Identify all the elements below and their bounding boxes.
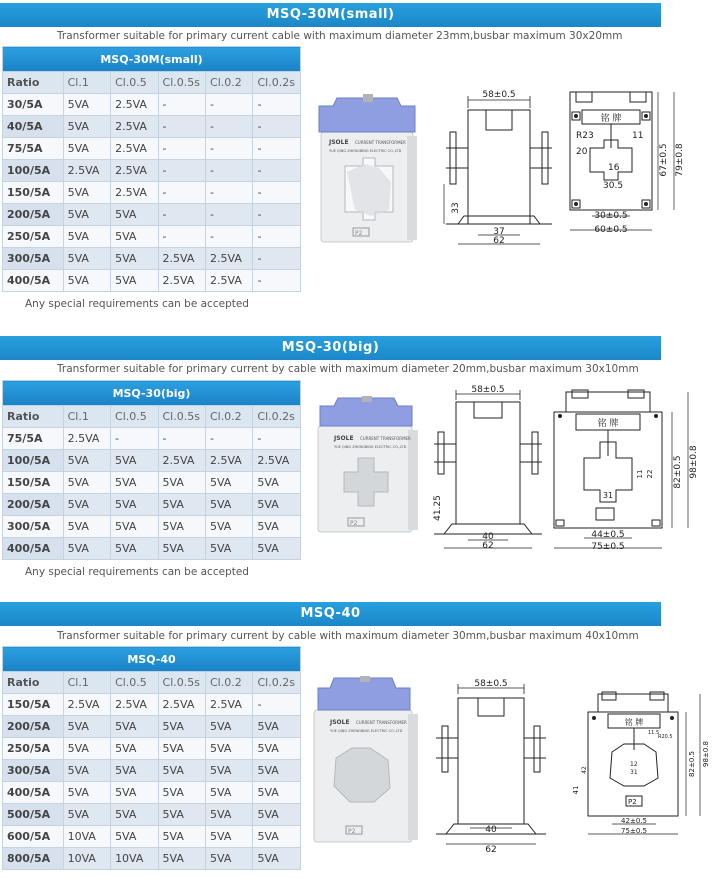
diagram-label: JSOLE xyxy=(330,719,350,726)
table-cell: 5VA xyxy=(206,760,253,782)
diagram-label: 30.5 xyxy=(603,181,624,191)
col-header: Cl.0.2s xyxy=(253,672,301,694)
table-cell: 300/5A xyxy=(3,760,64,782)
table-header-row xyxy=(3,672,301,694)
table-cell: 800/5A xyxy=(3,848,64,870)
table-cell: 5VA xyxy=(206,804,253,826)
table-cell: 200/5A xyxy=(3,494,64,516)
diagram-label: 67±0.5 xyxy=(659,143,669,177)
col-header: Ratio xyxy=(3,72,64,94)
table-cell: - xyxy=(253,116,301,138)
table-cell: 2.5VA xyxy=(158,694,205,716)
table-cell: - xyxy=(158,94,205,116)
table-row xyxy=(3,204,301,226)
table-cell: - xyxy=(158,226,205,248)
col-header: Cl.0.2s xyxy=(253,406,301,428)
table-cell: - xyxy=(111,428,158,450)
table-cell: 40/5A xyxy=(3,116,64,138)
table-cell: 5VA xyxy=(253,494,301,516)
table-cell: 5VA xyxy=(158,760,205,782)
table-cell: 10VA xyxy=(111,848,158,870)
table-cell: 5VA xyxy=(205,538,252,560)
table-cell: 5VA xyxy=(111,760,158,782)
table-cell: 5VA xyxy=(111,472,158,494)
table-cell: 2.5VA xyxy=(206,694,253,716)
table-row xyxy=(3,738,301,760)
table-cell: 400/5A xyxy=(3,270,64,292)
col-header: Cl.0.2 xyxy=(205,406,252,428)
table-cell: 2.5VA xyxy=(63,160,110,182)
table-cell: 2.5VA xyxy=(111,182,158,204)
col-header: Cl.0.5 xyxy=(111,72,158,94)
table-cell: - xyxy=(158,116,205,138)
table-cell: 5VA xyxy=(253,738,301,760)
table-cell: 5VA xyxy=(253,826,301,848)
table-cell: 2.5VA xyxy=(253,450,301,472)
table-cell: 5VA xyxy=(63,472,110,494)
table-cell: - xyxy=(253,138,301,160)
table-cell: 5VA xyxy=(158,538,205,560)
table-row xyxy=(3,94,301,116)
side-view-diagram-msq30m xyxy=(438,88,560,252)
table-cell: 2.5VA xyxy=(111,138,158,160)
table-cell: 5VA xyxy=(111,716,158,738)
table-cell: 2.5VA xyxy=(206,248,253,270)
table-cell: 2.5VA xyxy=(111,694,158,716)
table-cell: 5VA xyxy=(63,94,110,116)
table-cell: 5VA xyxy=(111,516,158,538)
table-cell: 5VA xyxy=(111,248,158,270)
table-cell: 5VA xyxy=(253,782,301,804)
diagram-label: 42±0.5 xyxy=(621,817,647,825)
table-cell: 5VA xyxy=(63,538,110,560)
table-cell: 5VA xyxy=(63,270,110,292)
table-row xyxy=(3,472,301,494)
table-cell: 250/5A xyxy=(3,738,64,760)
table-cell: 150/5A xyxy=(3,694,64,716)
table-cell: 5VA xyxy=(63,516,110,538)
col-header: Cl.0.2s xyxy=(253,72,301,94)
table-row xyxy=(3,516,301,538)
table-cell: 5VA xyxy=(111,538,158,560)
table-cell: 5VA xyxy=(63,494,110,516)
diagram-label: CURRENT TRANSFORMER xyxy=(355,140,406,145)
table-cell: 200/5A xyxy=(3,716,64,738)
col-header: Ratio xyxy=(3,406,64,428)
table-cell: - xyxy=(206,182,253,204)
table-row xyxy=(3,182,301,204)
table-cell: 10VA xyxy=(63,848,110,870)
front-view-diagram-msq30big xyxy=(552,386,712,554)
diagram-label: 62 xyxy=(485,845,497,855)
diagram-label: 11 xyxy=(636,469,644,479)
col-header: Cl.0.2 xyxy=(206,672,253,694)
table-row xyxy=(3,428,301,450)
diagram-label: 31 xyxy=(630,769,638,776)
diagram-label: 58±0.5 xyxy=(482,90,516,100)
table-cell: 5VA xyxy=(111,204,158,226)
table-cell: 5VA xyxy=(63,760,110,782)
table-cell: 5VA xyxy=(63,738,110,760)
table-cell: - xyxy=(253,94,301,116)
diagram-label: 31 xyxy=(602,491,614,500)
section-subtitle: Transformer suitable for primary current by cable with maximum diameter 20mm,busbar maximum 30x10mm xyxy=(57,363,639,375)
diagram-label: YUE QING ZHENGBING ELECTRIC CO.,LTD xyxy=(330,729,403,733)
diagram-label: 60±0.5 xyxy=(594,225,628,235)
table-title: MSQ-30M(small) xyxy=(3,47,301,72)
diagram-label: 42 xyxy=(581,766,588,774)
diagram-label: 82±0.5 xyxy=(673,455,683,489)
diagram-label: 铭 牌 xyxy=(624,718,644,727)
diagram-label: P2 xyxy=(628,798,637,806)
table-cell: 5VA xyxy=(253,804,301,826)
diagram-label: 11 xyxy=(632,131,644,141)
table-cell: 5VA xyxy=(205,494,252,516)
diagram-label: 铭 牌 xyxy=(597,419,619,429)
special-requirements-note: Any special requirements can be accepted xyxy=(25,298,249,310)
table-cell: 400/5A xyxy=(3,538,64,560)
table-cell: - xyxy=(206,160,253,182)
table-cell: 2.5VA xyxy=(158,270,205,292)
table-title: MSQ-40 xyxy=(3,647,301,672)
diagram-label: CURRENT TRANSFORMER xyxy=(356,720,407,725)
spec-table-msq30big xyxy=(2,380,301,560)
table-cell: 5VA xyxy=(253,516,301,538)
table-row xyxy=(3,782,301,804)
diagram-label: 75±0.5 xyxy=(621,827,647,835)
table-cell: 5VA xyxy=(158,472,205,494)
table-cell: 100/5A xyxy=(3,450,64,472)
table-cell: 5VA xyxy=(111,782,158,804)
table-cell: 5VA xyxy=(158,716,205,738)
table-cell: 75/5A xyxy=(3,428,64,450)
table-cell: - xyxy=(158,182,205,204)
table-cell: 500/5A xyxy=(3,804,64,826)
table-cell: 2.5VA xyxy=(111,94,158,116)
table-cell: 5VA xyxy=(111,226,158,248)
diagram-label: 41 xyxy=(572,785,580,795)
table-cell: 5VA xyxy=(63,782,110,804)
table-cell: 5VA xyxy=(158,826,205,848)
diagram-label: P2 xyxy=(355,230,363,237)
table-cell: 5VA xyxy=(63,182,110,204)
section-banner-msq30big: MSQ-30(big) xyxy=(0,336,661,360)
diagram-label: R20.5 xyxy=(658,734,673,740)
table-cell: - xyxy=(253,270,301,292)
col-header: Cl.0.5s xyxy=(158,406,205,428)
special-requirements-note: Any special requirements can be accepted xyxy=(25,566,249,578)
table-cell: 100/5A xyxy=(3,160,64,182)
table-cell: - xyxy=(205,428,252,450)
diagram-label: 11.5 xyxy=(648,730,660,736)
table-cell: 400/5A xyxy=(3,782,64,804)
table-cell: 150/5A xyxy=(3,472,64,494)
diagram-label: 12 xyxy=(630,761,638,768)
diagram-label: P2 xyxy=(350,520,358,527)
table-cell: 2.5VA xyxy=(158,450,205,472)
product-brand: JSOLE xyxy=(329,139,349,146)
table-row xyxy=(3,538,301,560)
table-cell: - xyxy=(253,160,301,182)
diagram-label: 62 xyxy=(493,236,505,246)
table-cell: 5VA xyxy=(206,716,253,738)
table-cell: 5VA xyxy=(205,516,252,538)
table-cell: 5VA xyxy=(158,804,205,826)
side-view-diagram-msq40 xyxy=(428,676,550,856)
table-cell: 5VA xyxy=(206,782,253,804)
table-cell: - xyxy=(253,428,301,450)
table-cell: 5VA xyxy=(111,826,158,848)
product-photo-msq40 xyxy=(310,676,420,846)
diagram-label: 20 xyxy=(576,147,588,157)
table-title: MSQ-30(big) xyxy=(3,381,301,406)
table-cell: 5VA xyxy=(111,738,158,760)
diagram-label: 30±0.5 xyxy=(594,211,628,221)
table-cell: - xyxy=(158,160,205,182)
table-cell: 5VA xyxy=(253,848,301,870)
table-cell: - xyxy=(253,694,301,716)
table-cell: 5VA xyxy=(63,450,110,472)
table-cell: - xyxy=(206,116,253,138)
table-cell: 30/5A xyxy=(3,94,64,116)
table-cell: 5VA xyxy=(63,226,110,248)
table-cell: - xyxy=(158,428,205,450)
table-cell: 2.5VA xyxy=(63,428,110,450)
col-header: Ratio xyxy=(3,672,64,694)
table-cell: 2.5VA xyxy=(63,694,110,716)
diagram-label: YUE QING ZHENGBING ELECTRIC CO.,LTD xyxy=(334,445,407,449)
section-subtitle: Transformer suitable for primary current by cable with maximum diameter 30mm,busbar maximum 40x10mm xyxy=(57,630,639,642)
table-cell: 5VA xyxy=(206,848,253,870)
col-header: Cl.0.2 xyxy=(206,72,253,94)
table-row xyxy=(3,848,301,870)
table-cell: 5VA xyxy=(206,738,253,760)
table-cell: 5VA xyxy=(253,716,301,738)
table-cell: 2.5VA xyxy=(111,160,158,182)
table-cell: 5VA xyxy=(63,204,110,226)
table-cell: 5VA xyxy=(111,494,158,516)
table-cell: 5VA xyxy=(63,138,110,160)
diagram-label: 58±0.5 xyxy=(474,679,508,689)
table-cell: 5VA xyxy=(158,848,205,870)
table-cell: - xyxy=(158,138,205,160)
table-cell: 5VA xyxy=(63,804,110,826)
section-subtitle: Transformer suitable for primary current cable with maximum diameter 23mm,busbar maximum 30x20mm xyxy=(57,30,623,42)
table-cell: 10VA xyxy=(63,826,110,848)
table-cell: 5VA xyxy=(158,782,205,804)
product-photo-msq30big xyxy=(314,396,422,536)
diagram-label: JSOLE xyxy=(334,435,354,442)
diagram-label: 62 xyxy=(482,541,494,551)
diagram-label: 33 xyxy=(451,202,461,214)
table-row xyxy=(3,248,301,270)
table-cell: 5VA xyxy=(253,760,301,782)
table-cell: - xyxy=(253,182,301,204)
table-cell: - xyxy=(253,226,301,248)
table-cell: 5VA xyxy=(206,826,253,848)
front-view-diagram-msq40 xyxy=(568,690,714,840)
table-row xyxy=(3,826,301,848)
table-cell: - xyxy=(206,138,253,160)
table-cell: 5VA xyxy=(158,494,205,516)
diagram-label: 82±0.5 xyxy=(688,751,696,777)
spec-table-msq40 xyxy=(2,646,301,870)
table-cell: 2.5VA xyxy=(205,450,252,472)
section-banner-msq30m: MSQ-30M(small) xyxy=(0,3,661,27)
table-cell: - xyxy=(253,204,301,226)
table-cell: 200/5A xyxy=(3,204,64,226)
table-cell: - xyxy=(158,204,205,226)
table-cell: 5VA xyxy=(111,450,158,472)
table-cell: 150/5A xyxy=(3,182,64,204)
table-cell: - xyxy=(206,94,253,116)
diagram-label: 44±0.5 xyxy=(591,530,625,540)
diagram-label: CURRENT TRANSFORMER xyxy=(360,436,411,441)
diagram-label: R23 xyxy=(576,131,594,141)
front-view-diagram-msq30m xyxy=(566,88,706,238)
table-row xyxy=(3,494,301,516)
section-banner-msq40: MSQ-40 xyxy=(0,602,661,626)
table-row xyxy=(3,450,301,472)
table-cell: 2.5VA xyxy=(206,270,253,292)
table-row xyxy=(3,226,301,248)
table-cell: 2.5VA xyxy=(111,116,158,138)
col-header: Cl.0.5s xyxy=(158,72,205,94)
diagram-label: 98±0.8 xyxy=(689,445,699,479)
col-header: Cl.1 xyxy=(63,72,110,94)
diagram-label: 98±0.8 xyxy=(702,741,710,767)
diagram-label: 40 xyxy=(482,532,494,542)
table-cell: 300/5A xyxy=(3,516,64,538)
diagram-label: 58±0.5 xyxy=(471,385,505,395)
table-cell: 5VA xyxy=(253,538,301,560)
table-cell: 300/5A xyxy=(3,248,64,270)
diagram-label: 41.25 xyxy=(433,495,443,521)
diagram-label: 16 xyxy=(608,163,620,173)
table-row xyxy=(3,270,301,292)
table-row xyxy=(3,138,301,160)
table-cell: 5VA xyxy=(111,804,158,826)
diagram-label: YUE QING ZHENGBING ELECTRIC CO.,LTD xyxy=(329,149,402,153)
col-header: Cl.0.5 xyxy=(111,406,158,428)
table-row xyxy=(3,694,301,716)
table-cell: 5VA xyxy=(158,738,205,760)
table-header-row xyxy=(3,406,301,428)
spec-table-msq30m xyxy=(2,46,301,292)
table-cell: - xyxy=(253,248,301,270)
table-cell: 600/5A xyxy=(3,826,64,848)
table-cell: 75/5A xyxy=(3,138,64,160)
table-cell: 5VA xyxy=(205,472,252,494)
col-header: Cl.0.5 xyxy=(111,672,158,694)
table-row xyxy=(3,716,301,738)
side-view-diagram-msq30big xyxy=(430,384,552,554)
table-cell: - xyxy=(206,204,253,226)
col-header: Cl.1 xyxy=(63,406,110,428)
table-cell: 5VA xyxy=(253,472,301,494)
table-row xyxy=(3,804,301,826)
table-cell: 5VA xyxy=(63,248,110,270)
col-header: Cl.0.5s xyxy=(158,672,205,694)
table-cell: - xyxy=(206,226,253,248)
table-cell: 250/5A xyxy=(3,226,64,248)
table-row xyxy=(3,760,301,782)
product-photo-msq30m xyxy=(315,92,421,248)
table-cell: 5VA xyxy=(111,270,158,292)
diagram-label: 40 xyxy=(485,825,497,835)
table-header-row xyxy=(3,72,301,94)
col-header: Cl.1 xyxy=(63,672,110,694)
diagram-label: 22 xyxy=(646,469,654,479)
table-cell: 5VA xyxy=(63,716,110,738)
diagram-label: 铭 牌 xyxy=(600,114,622,124)
table-cell: 5VA xyxy=(158,516,205,538)
table-cell: 5VA xyxy=(63,116,110,138)
diagram-label: P2 xyxy=(348,828,356,835)
table-row xyxy=(3,160,301,182)
table-row xyxy=(3,116,301,138)
diagram-label: 37 xyxy=(493,227,505,237)
diagram-label: 75±0.5 xyxy=(591,542,625,552)
table-cell: 2.5VA xyxy=(158,248,205,270)
diagram-label: 79±0.8 xyxy=(675,143,685,177)
